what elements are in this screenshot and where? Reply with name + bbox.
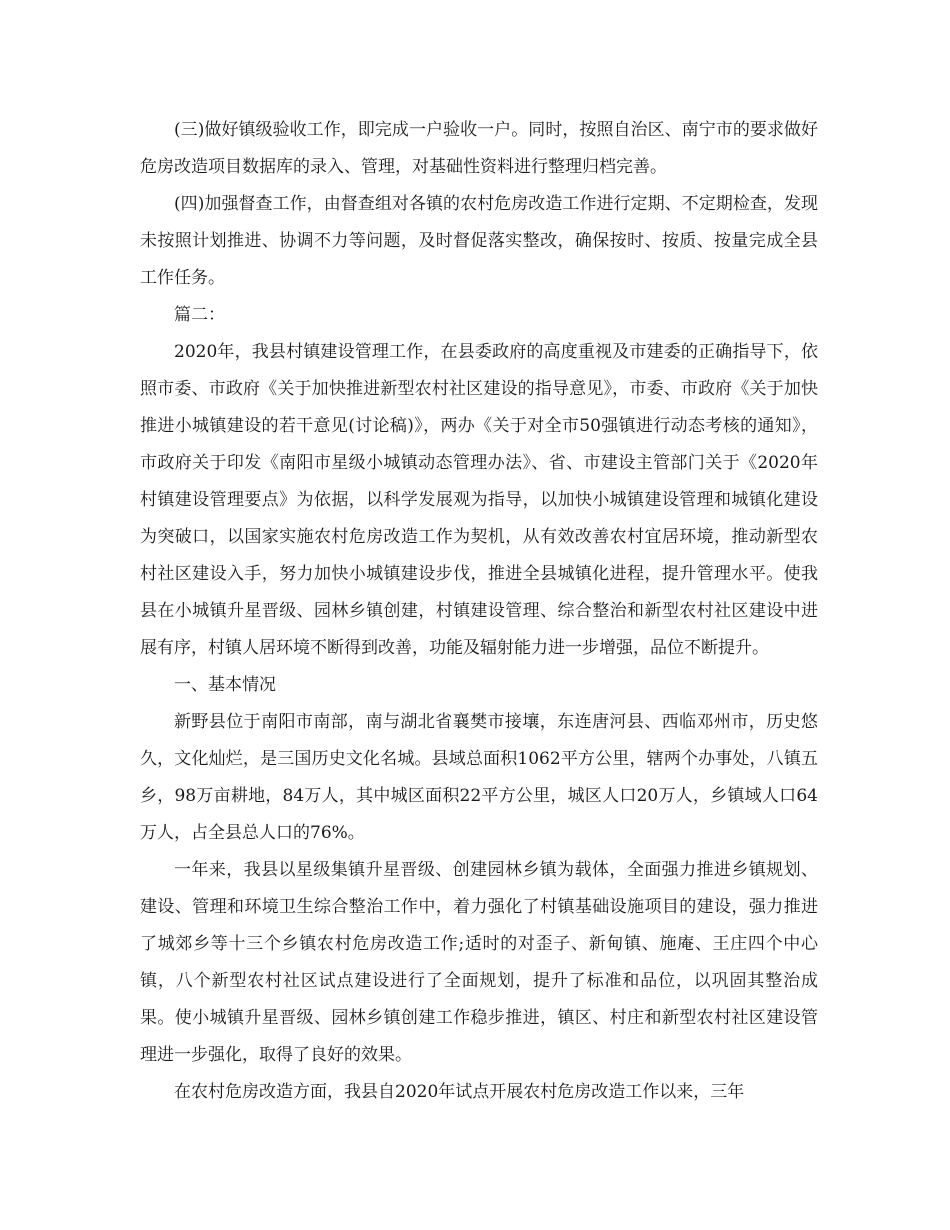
section-heading-part-two: 篇二：	[174, 305, 225, 325]
paragraph-year-review: 一年来，我县以星级集镇升星晋级、创建园林乡镇为载体，全面强力推进乡镇规划、建设、管理和环境卫生综合整治工作中，着力强化了村镇基础设施项目的建设，强力推进了城郊乡等十三个乡镇农村危房改造工作;适时的对歪子、新甸镇、施庵、王庄四个中心镇，八个新型农村社区试点建设进行了全面规划，提升了标准和品位，以巩固其整治成果。使小城镇升星晋级、园林乡镇创建工作稳步推进，镇区、村庄和新型农村社区建设管理进一步强化，取得了良好的效果。	[140, 860, 818, 1065]
paragraph-acceptance: (三)做好镇级验收工作，即完成一户验收一户。同时，按照自治区、南宁市的要求做好危房改造项目数据库的录入、管理，对基础性资料进行整理归档完善。	[140, 120, 818, 177]
section-heading-basic-situation: 一、基本情况	[174, 675, 276, 695]
paragraph-overview: 2020年，我县村镇建设管理工作，在县委政府的高度重视及市建委的正确指导下，依照市委、市政府《关于加快推进新型农村社区建设的指导意见》，市委、市政府《关于加快推进小城镇建设的若干意见(讨论稿)》，两办《关于对全市50强镇进行动态考核的通知》，市政府关于印发《南阳市星级小城镇动态管理办法》、省、市建设主管部门关于《2020年村镇建设管理要点》为依据，以科学发展观为指导，以加快小城镇建设管理和城镇化建设为突破口，以国家实施农村危房改造工作为契机，从有效改善农村宜居环境，推动新型农村社区建设入手，努力加快小城镇建设步伐，推进全县城镇化进程，提升管理水平。使我县在小城镇升星晋级、园林乡镇创建，村镇建设管理、综合整治和新型农村社区建设中进展有序，村镇人居环境不断得到改善，功能及辐射能力进一步增强，品位不断提升。	[140, 342, 818, 658]
paragraph-housing-renovation: 在农村危房改造方面，我县自2020年试点开展农村危房改造工作以来，三年	[174, 1082, 745, 1102]
paragraph-county-profile: 新野县位于南阳市南部，南与湖北省襄樊市接壤，东连唐河县、西临邓州市，历史悠久，文化灿烂，是三国历史文化名城。县域总面积1062平方公里，辖两个办事处，八镇五乡，98万亩耕地，84万人，其中城区面积22平方公里，城区人口20万人，乡镇域人口64万人，占全县总人口的76%。	[140, 712, 818, 843]
paragraph-supervision: (四)加强督查工作，由督查组对各镇的农村危房改造工作进行定期、不定期检查，发现未按照计划推进、协调不力等问题，及时督促落实整改，确保按时、按质、按量完成全县工作任务。	[140, 194, 818, 288]
document-body	[140, 112, 818, 1111]
